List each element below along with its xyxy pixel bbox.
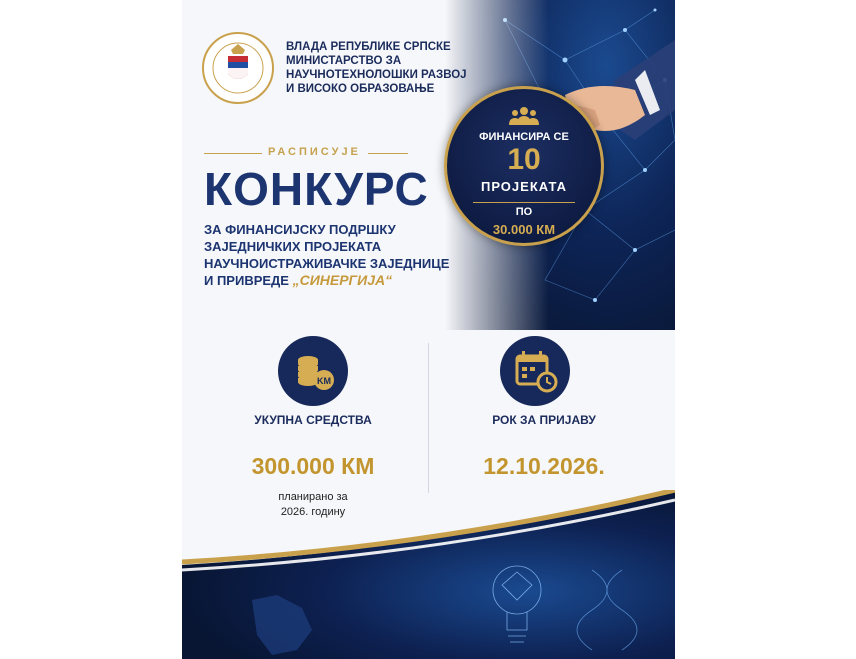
deadline-value: 12.10.2026. xyxy=(483,453,605,479)
deadline-label: РОК ЗА ПРИЈАВУ xyxy=(492,413,596,427)
note-line: 2026. годину xyxy=(280,506,346,518)
badge-line: ПО xyxy=(515,206,533,218)
gold-line xyxy=(368,153,408,154)
announces-label: РАСПИСУЈЕ xyxy=(268,146,361,158)
total-funds-value: 300.000 КМ xyxy=(251,453,375,479)
org-line: МИНИСТАРСТВО ЗА xyxy=(286,55,402,67)
coat-of-arms-logo xyxy=(202,32,274,104)
total-funds-label: УКУПНА СРЕДСТВА xyxy=(254,413,372,427)
currency-badge: KM xyxy=(317,376,331,386)
subtitle-line: ЗАЈЕДНИЧКИХ ПРОЈЕКАТА xyxy=(204,239,382,254)
poster xyxy=(182,0,675,659)
page-title: КОНКУРС xyxy=(204,163,429,215)
org-line: ВЛАДА РЕПУБЛИКЕ СРПСКЕ xyxy=(286,41,451,53)
subtitle-line: ЗА ФИНАНСИЈСКУ ПОДРШКУ xyxy=(204,222,396,237)
gold-line xyxy=(204,153,262,154)
program-name: „СИНЕРГИЈА“ xyxy=(292,272,393,288)
announces-row xyxy=(204,146,404,160)
column-divider xyxy=(428,343,429,493)
badge-divider xyxy=(473,202,575,203)
subtitle-line: И ПРИВРЕДЕ xyxy=(204,273,293,288)
badge-line: ФИНАНСИРА СЕ xyxy=(479,131,569,143)
org-line: НАУЧНОТЕХНОЛОШКИ РАЗВОЈ xyxy=(286,69,467,81)
org-line: И ВИСОКО ОБРАЗОВАЊЕ xyxy=(286,83,435,95)
project-count: 10 xyxy=(507,143,541,176)
calendar-clock-icon xyxy=(500,336,570,406)
funding-badge xyxy=(444,86,604,246)
people-icon xyxy=(509,105,539,127)
amount-per-project: 30.000 КМ xyxy=(492,222,556,237)
coins-icon xyxy=(278,336,348,406)
subtitle-line: НАУЧНОИСТРАЖИВАЧКЕ ЗАЈЕДНИЦЕ xyxy=(204,256,450,271)
badge-line: ПРОЈЕКАТА xyxy=(480,179,568,194)
organization-name xyxy=(286,40,467,96)
funds-note xyxy=(212,490,414,520)
note-line: планирано за xyxy=(278,491,348,503)
subtitle xyxy=(204,221,449,289)
